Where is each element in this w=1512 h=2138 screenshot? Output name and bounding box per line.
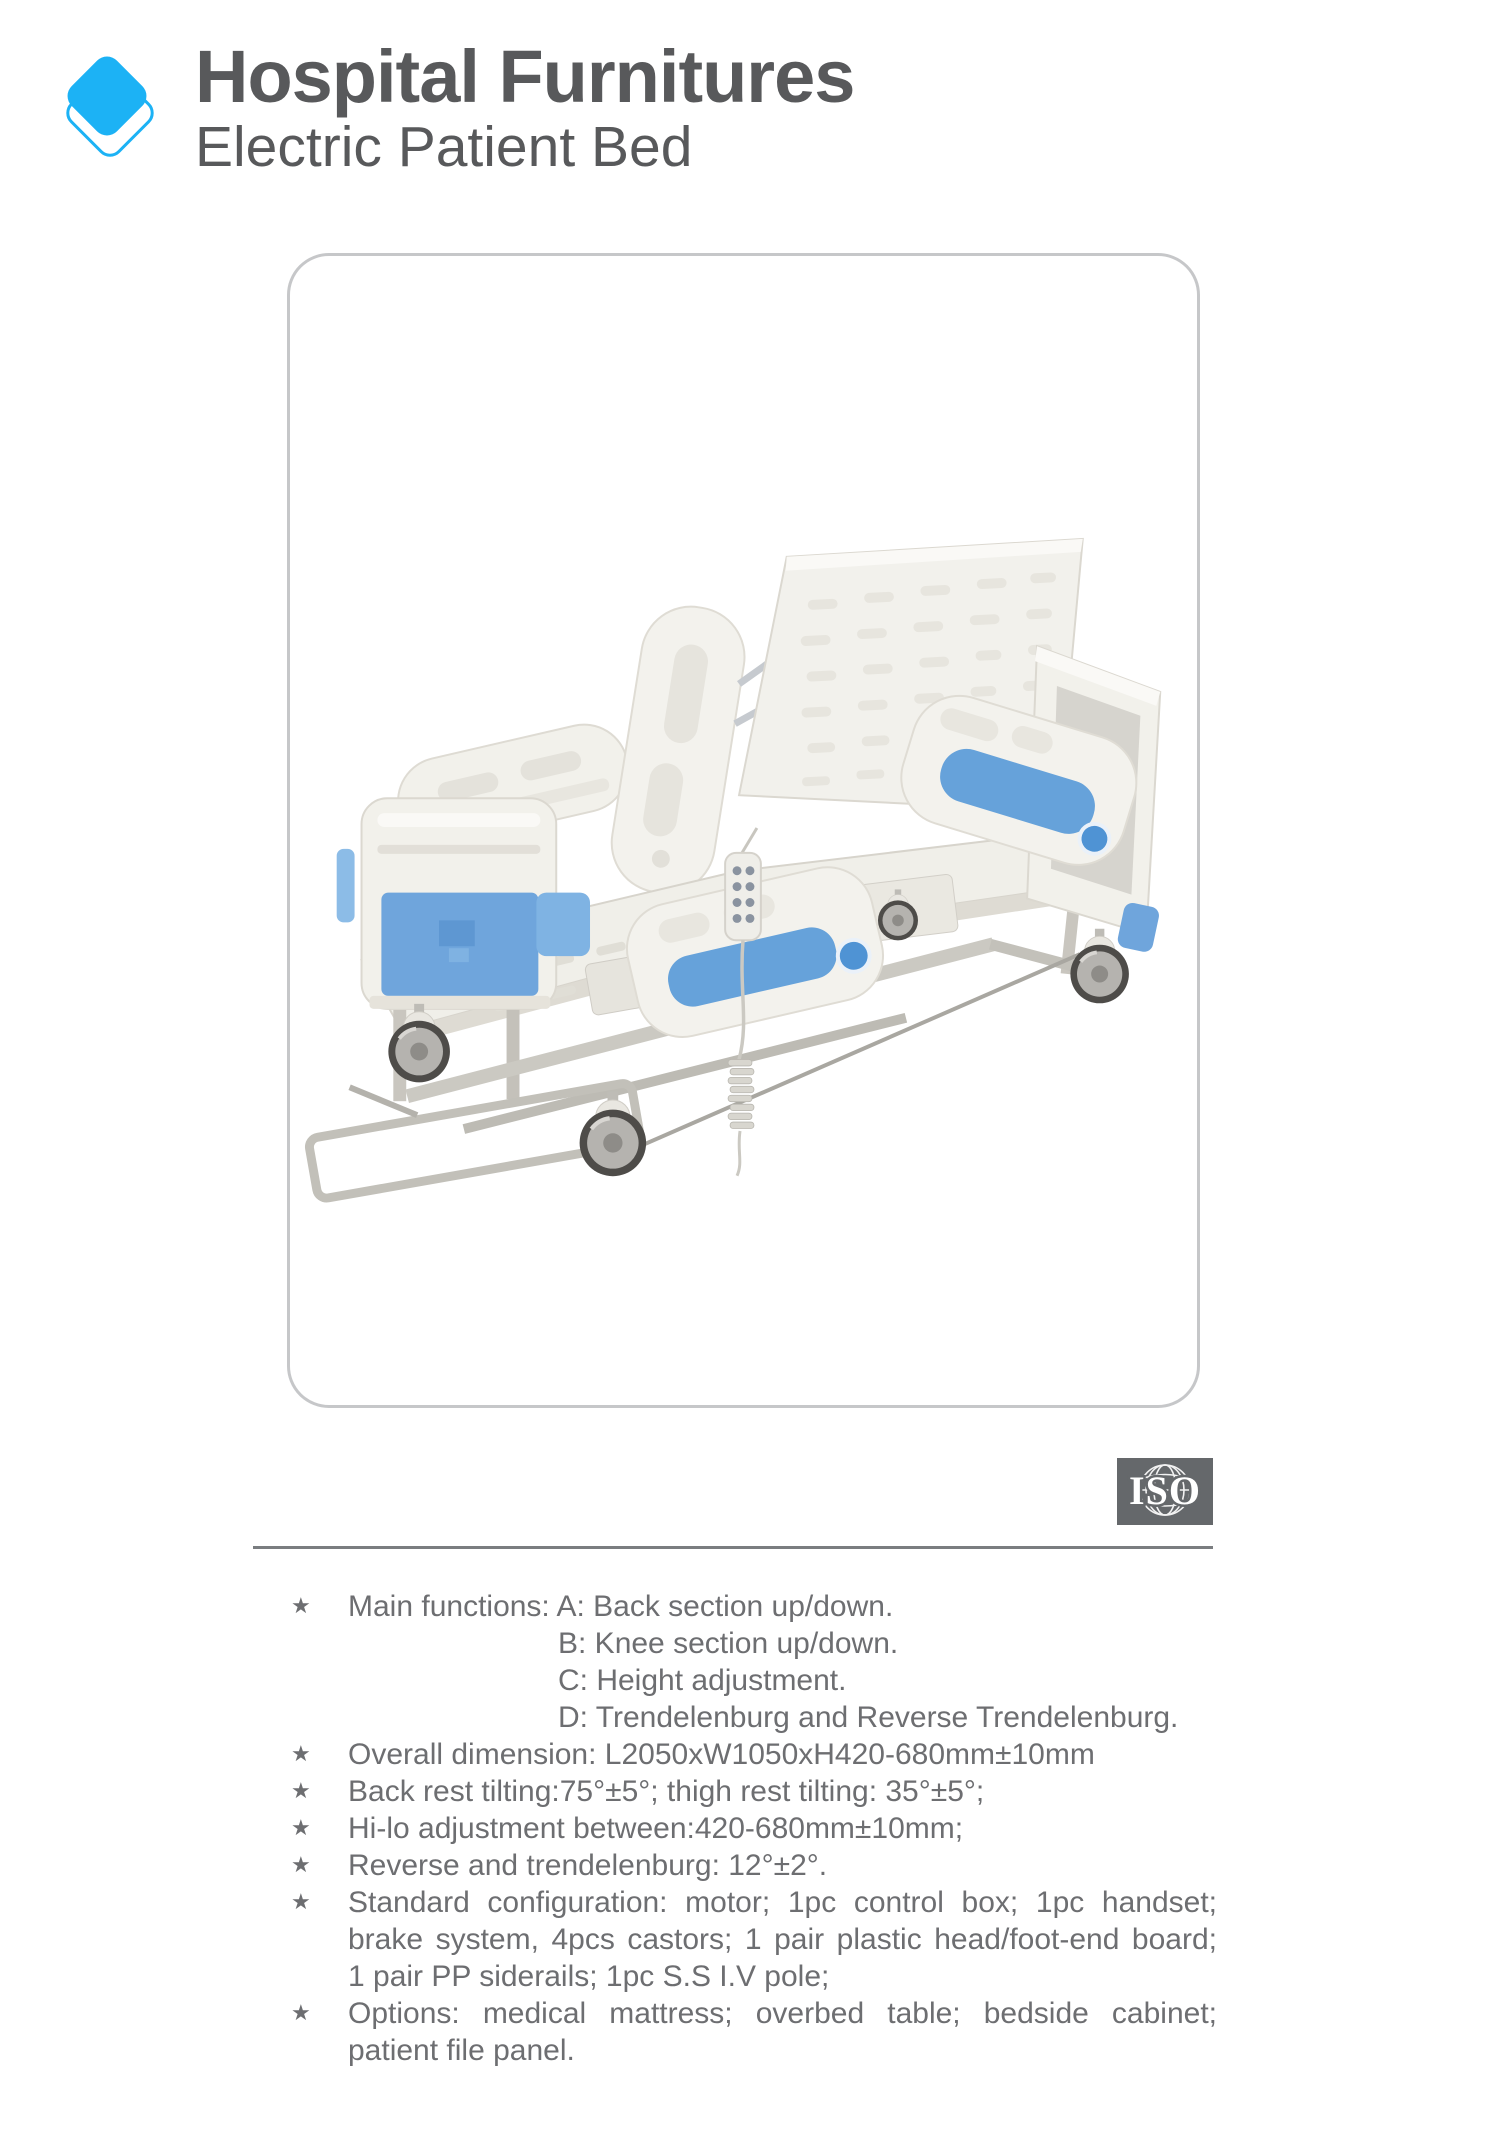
spec-item <box>291 1995 1217 2069</box>
spec-item-lines <box>348 1884 1217 1995</box>
spec-line: C: Height adjustment. <box>558 1664 847 1697</box>
spec-line: patient file panel. <box>348 2034 575 2067</box>
spec-line: Standard configuration: motor; 1pc control box; 1pc handset; <box>348 1886 1217 1919</box>
spec-item-lines <box>348 1995 1217 2069</box>
spec-line: Options: medical mattress; overbed table; bedside cabinet; <box>348 1997 1217 2030</box>
page-title: Hospital Furnitures <box>195 35 855 118</box>
spec-item <box>291 1847 1217 1884</box>
company-logo-icon <box>62 50 154 156</box>
star-bullet-icon: ★ <box>291 1816 311 1841</box>
spec-line: Back rest tilting:75°±5°; thigh rest tilting: 35°±5°; <box>348 1775 985 1808</box>
iso-badge <box>1117 1458 1213 1525</box>
spec-item-lines <box>348 1736 1217 1773</box>
product-photo-bed <box>287 253 1200 1408</box>
star-bullet-icon: ★ <box>291 1853 311 1878</box>
spec-item-lines <box>348 1810 1217 1847</box>
spec-item <box>291 1588 1217 1736</box>
spec-item-lines <box>348 1847 1217 1884</box>
spec-line: Reverse and trendelenburg: 12°±2°. <box>348 1849 828 1882</box>
spec-line: Main functions: A: Back section up/down. <box>348 1590 894 1623</box>
spec-item <box>291 1736 1217 1773</box>
spec-line: B: Knee section up/down. <box>558 1627 899 1660</box>
spec-item <box>291 1884 1217 1995</box>
spec-line: Hi-lo adjustment between:420-680mm±10mm; <box>348 1812 964 1845</box>
hospital-bed-illustration <box>290 256 1197 1405</box>
spec-item-lines <box>348 1588 1217 1736</box>
star-bullet-icon: ★ <box>291 1742 311 1767</box>
star-bullet-icon: ★ <box>291 2001 311 2026</box>
section-divider <box>253 1546 1213 1549</box>
spec-line: D: Trendelenburg and Reverse Trendelenburg. <box>558 1701 1179 1734</box>
page-subtitle: Electric Patient Bed <box>195 115 693 179</box>
spec-item <box>291 1773 1217 1810</box>
iso-label: ISO <box>1129 1468 1201 1513</box>
star-bullet-icon: ★ <box>291 1594 311 1619</box>
spec-list <box>291 1588 1217 2069</box>
spec-line: brake system, 4pcs castors; 1 pair plastic head/foot-end board; <box>348 1923 1217 1956</box>
spec-line: Overall dimension: L2050xW1050xH420-680mm±10mm <box>348 1738 1095 1771</box>
spec-item-lines <box>348 1773 1217 1810</box>
spec-item <box>291 1810 1217 1847</box>
spec-line: 1 pair PP siderails; 1pc S.S I.V pole; <box>348 1960 830 1993</box>
star-bullet-icon: ★ <box>291 1779 311 1804</box>
star-bullet-icon: ★ <box>291 1890 311 1915</box>
